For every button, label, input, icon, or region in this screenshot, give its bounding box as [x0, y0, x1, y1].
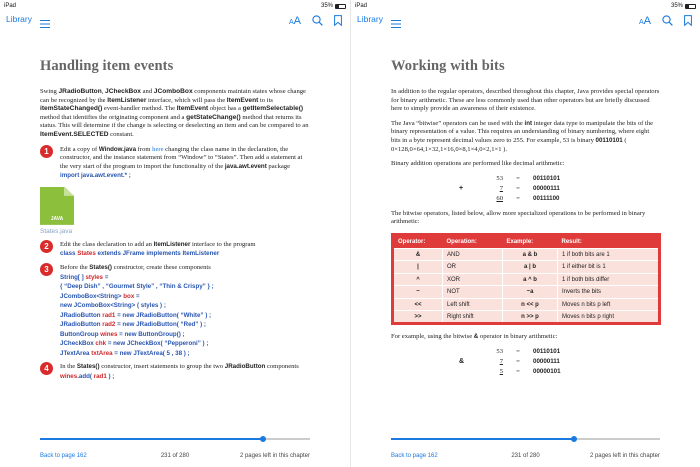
pages-left-label: 2 pages left in this chapter	[239, 453, 310, 459]
library-button[interactable]: Library	[6, 14, 32, 24]
battery-icon	[335, 4, 346, 9]
search-icon[interactable]	[312, 13, 323, 31]
table-header-row	[393, 234, 660, 248]
table-cell: a | b	[503, 261, 558, 274]
step-text: Before the States() constructor, create these components	[60, 263, 211, 271]
table-cell: n >> p	[503, 311, 558, 324]
code-line: String[ ] styles =	[60, 273, 109, 281]
arith-row: 60 = 00111100	[496, 195, 560, 203]
table-cell: a ^ b	[503, 273, 558, 286]
table-cell: >>	[393, 311, 443, 324]
step-number: 2	[40, 240, 53, 253]
battery-percent: 35%	[320, 3, 333, 9]
table-cell: Left shift	[443, 298, 503, 311]
table-row	[393, 298, 660, 311]
table-of-contents-icon[interactable]	[40, 15, 50, 33]
table-header: Operation:	[443, 234, 503, 248]
table-cell: NOT	[443, 286, 503, 299]
java-file-icon: JAVA	[40, 187, 74, 225]
code-snippet: import java.awt.event.* ;	[60, 172, 131, 180]
table-row	[393, 248, 660, 261]
page-title: Working with bits	[391, 58, 505, 74]
left-page-content	[40, 58, 310, 386]
code-line: JComboBox<String> box =	[60, 292, 140, 300]
step-text: Edit a copy of Window.java from here changing the class name in the declaration, the constructor, and the instance statement from “Window” to “States”. Then add a statement at the very start of the program to import the functionality of the java.awt.event package	[60, 145, 303, 170]
table-cell: |	[393, 261, 443, 274]
table-cell: &	[393, 248, 443, 261]
font-size-icon[interactable]: AA	[288, 15, 301, 27]
table-cell: XOR	[443, 273, 503, 286]
table-cell: AND	[443, 248, 503, 261]
page-number: 231 of 280	[511, 453, 540, 459]
step-text: Edit the class declaration to add an ItemListener interface to the program	[60, 240, 256, 248]
table-cell: OR	[443, 261, 503, 274]
table-cell: Right shift	[443, 311, 503, 324]
arith-row: + 7 = 00000111	[459, 185, 560, 193]
code-block	[60, 273, 310, 359]
arith-row: 53 = 00110101	[496, 348, 561, 356]
page-footer	[391, 453, 660, 463]
battery-percent: 35%	[670, 3, 683, 9]
step-number: 1	[40, 145, 53, 158]
back-to-page-link[interactable]: Back to page 162	[40, 453, 87, 459]
battery-indicator	[321, 3, 346, 9]
step-3	[40, 264, 310, 358]
back-to-page-link[interactable]: Back to page 162	[391, 453, 438, 459]
table-cell: Moves n bits p left	[558, 298, 660, 311]
status-bar	[0, 2, 350, 12]
arith-row: & 7 = 00000111	[459, 358, 560, 366]
code-snippet: wines.add( rad1 ) ;	[60, 372, 115, 380]
paragraph: For example, using the bitwise & operator in binary arithmetic:	[391, 332, 558, 340]
table-cell: a & b	[503, 248, 558, 261]
code-line: new JComboBox<String> ( styles ) ;	[60, 302, 166, 310]
table-cell: ^	[393, 273, 443, 286]
step-1	[40, 146, 310, 181]
table-cell: n << p	[503, 298, 558, 311]
table-cell: <<	[393, 298, 443, 311]
page-number: 231 of 280	[160, 453, 190, 459]
page-scrubber[interactable]	[40, 438, 310, 440]
table-cell: ~	[393, 286, 443, 299]
pages-left-label: 2 pages left in this chapter	[589, 453, 660, 459]
table-cell: 1 if both bits are 1	[558, 248, 660, 261]
here-link[interactable]: here	[152, 145, 164, 153]
table-of-contents-icon[interactable]	[391, 15, 401, 33]
table-header: Result:	[558, 234, 660, 248]
scrubber-handle[interactable]	[260, 436, 266, 442]
step-text: In the States() constructor, insert statements to group the two JRadioButton components	[60, 363, 299, 371]
table-row	[393, 286, 660, 299]
reader-toolbar	[351, 12, 700, 28]
bitwise-operators-table	[391, 233, 661, 325]
step-2	[40, 241, 310, 259]
device-label: iPad	[4, 3, 17, 9]
paragraph: In addition to the regular operators, described throughout this chapter, Java provides special operators for binary arithmetic. These are less commonly used than other operators but are briefly discussed here to simply provide an awareness of their existence.	[391, 88, 660, 113]
library-button[interactable]: Library	[357, 14, 383, 24]
arith-row: 5 = 00000101	[499, 368, 561, 376]
paragraph: The Java “bitwise” operators can be used with the int integer data type to manipulate the bits of the binary representation of a value. This requires an understanding of binary numbering, where eight bits in a byte represent decimal values zero to 255. For example, 53 is binary 00110101 ( 0×128,0×64,1×32,1×16,0×8,1×4,0×2,1×1 ).	[391, 119, 654, 153]
code-line: JRadioButton rad2 = new JRadioButton( “Red” ) ;	[60, 321, 206, 329]
battery-indicator	[671, 3, 696, 9]
arith-row: 53 = 00110101	[496, 175, 561, 183]
step-number: 4	[40, 362, 53, 375]
status-bar	[351, 2, 700, 12]
table-cell: 1 if both bits differ	[558, 273, 660, 286]
right-page-content	[391, 58, 660, 383]
page-footer	[40, 453, 310, 463]
code-line: ButtonGroup wines = new ButtonGroup() ;	[60, 330, 185, 338]
battery-icon	[685, 4, 696, 9]
intro-paragraph: Swing JRadioButton, JCheckBox and JComboBox components maintain states whose change can be recognized by the ItemListener interface, which will pass the ItemEvent to its itemStateChanged() event-handler method. The ItemEvent object has a getItemSelectable() method that identifies the originating component and a getStateChange() method that returns its status. This will determine if the change is selecting or deselecting an item and can be compared to an ItemEvent.SELECTED constant.	[40, 88, 309, 138]
reader-toolbar	[0, 12, 350, 28]
page-scrubber[interactable]	[391, 438, 660, 440]
scrubber-handle[interactable]	[571, 436, 577, 442]
table-cell: ~a	[503, 286, 558, 299]
table-row	[393, 311, 660, 324]
table-cell: Inverts the bits	[558, 286, 660, 299]
paragraph: The bitwise operators, listed below, allow more specialized operations to be performed in binary arithmetic:	[391, 209, 646, 226]
right-page	[350, 0, 700, 467]
file-name-caption: States.java	[40, 227, 73, 235]
table-row	[393, 261, 660, 274]
bookmark-icon[interactable]	[684, 13, 692, 31]
font-size-icon[interactable]: AA	[638, 15, 651, 27]
code-snippet: class States extends JFrame implements ItemListener	[60, 250, 220, 258]
code-line: JCheckBox chk = new JCheckBox( “Pepperoni” ) ;	[60, 340, 209, 348]
step-number: 3	[40, 263, 53, 276]
table-cell: Moves n bits p right	[558, 311, 660, 324]
code-line: JRadioButton rad1 = new JRadioButton( “White” ) ;	[60, 311, 212, 319]
search-icon[interactable]	[662, 13, 673, 31]
code-line: { “Deep Dish” , “Gourmet Style” , “Thin & Crispy” } ;	[60, 283, 214, 291]
bookmark-icon[interactable]	[334, 13, 342, 31]
step-4	[40, 363, 310, 381]
paragraph: Binary addition operations are performed like decimal arithmetic:	[391, 160, 565, 168]
code-line: JTextArea txtArea = new JTextArea( 5 , 38 ) ;	[60, 349, 190, 357]
binary-addition-example	[459, 174, 660, 204]
table-row	[393, 273, 660, 286]
table-cell: 1 if either bit is 1	[558, 261, 660, 274]
device-label: iPad	[355, 3, 368, 9]
table-header: Operator:	[393, 234, 443, 248]
page-title: Handling item events	[40, 58, 174, 74]
table-header: Example:	[503, 234, 558, 248]
binary-and-example	[459, 347, 660, 377]
